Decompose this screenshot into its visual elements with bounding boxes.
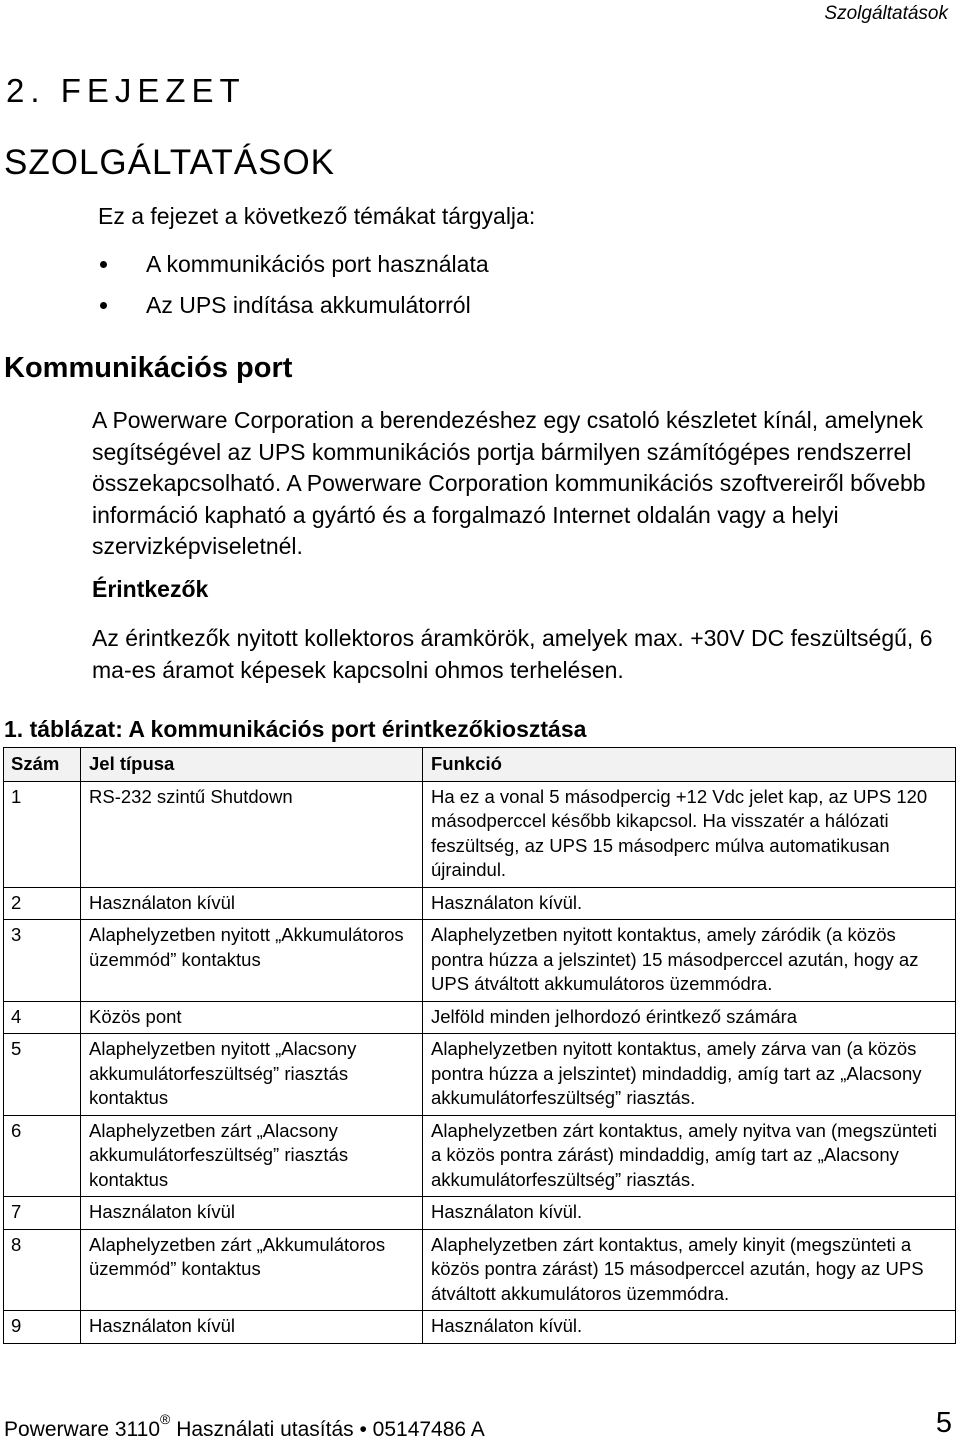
signal-type: Alaphelyzetben nyitott „Akkumulátoros üzemmód” kontaktus <box>81 920 423 1002</box>
table-row <box>4 1311 956 1344</box>
pin-number: 3 <box>4 920 81 1002</box>
signal-type: Alaphelyzetben nyitott „Alacsony akkumulátorfeszültség” riasztás kontaktus <box>81 1034 423 1116</box>
table-row <box>4 1034 956 1116</box>
pin-number: 8 <box>4 1229 81 1311</box>
page-number: 5 <box>935 1407 952 1439</box>
pin-function: Alaphelyzetben nyitott kontaktus, amely zárva van (a közös pontra húzza a jelszintet) mindaddig, amíg tart az „Alacsony akkumulátorfeszültség” riasztás. <box>423 1034 956 1116</box>
pin-function: Alaphelyzetben zárt kontaktus, amely kinyit (megszünteti a közös pontra zárást) 15 másodperccel azután, hogy az UPS átváltott akkumulátoros üzemmódra. <box>423 1229 956 1311</box>
topic-list <box>98 244 489 326</box>
column-header-function: Funkció <box>423 748 956 782</box>
signal-type: Közös pont <box>81 1001 423 1034</box>
table-row <box>4 887 956 920</box>
table-caption: 1. táblázat: A kommunikációs port érintkezőkiosztása <box>4 716 587 742</box>
topic-label: Az UPS indítása akkumulátorról <box>146 292 471 318</box>
footer-doc-title: Használati utasítás • 05147486 A <box>170 1418 485 1441</box>
pin-function: Használaton kívül. <box>423 887 956 920</box>
signal-type: Használaton kívül <box>81 1311 423 1344</box>
table-row <box>4 1001 956 1034</box>
chapter-intro: Ez a fejezet a következő témákat tárgyalja: <box>98 203 536 229</box>
subsection-heading: Érintkezők <box>92 576 209 602</box>
section-heading: Kommunikációs port <box>4 352 293 384</box>
footer-doc-info <box>4 1411 485 1442</box>
contacts-paragraph: Az érintkezők nyitott kollektoros áramkörök, amelyek max. +30V DC feszültségű, 6 ma-es áramot képesek kapcsolni ohmos terhelésen. <box>92 625 933 683</box>
pin-function: Használaton kívül. <box>423 1197 956 1230</box>
running-header: Szolgáltatások <box>824 3 948 24</box>
pin-number: 9 <box>4 1311 81 1344</box>
list-item <box>98 244 489 285</box>
pin-function: Jelföld minden jelhordozó érintkező számára <box>423 1001 956 1034</box>
table-row <box>4 920 956 1002</box>
pin-number: 5 <box>4 1034 81 1116</box>
bullet-icon <box>100 302 107 309</box>
pin-function: Alaphelyzetben zárt kontaktus, amely nyitva van (megszünteti a közös pontra zárást) mindaddig, amíg tart az „Alacsony akkumulátorfeszültség” riasztás. <box>423 1115 956 1197</box>
signal-type: Alaphelyzetben zárt „Akkumulátoros üzemmód” kontaktus <box>81 1229 423 1311</box>
pin-function: Ha ez a vonal 5 másodpercig +12 Vdc jelet kap, az UPS 120 másodperccel később kikapcsol. Ha visszatér a hálózati feszültség, az UPS 15 másodperc múlva automatikusan újraindul. <box>423 781 956 887</box>
pin-function: Használaton kívül. <box>423 1311 956 1344</box>
table-row <box>4 1115 956 1197</box>
chapter-label: 2. FEJEZET <box>6 72 246 109</box>
list-item <box>98 285 489 326</box>
chapter-title: SZOLGÁLTATÁSOK <box>4 143 336 182</box>
signal-type: RS-232 szintű Shutdown <box>81 781 423 887</box>
topic-label: A kommunikációs port használata <box>146 251 489 277</box>
pin-assignment-table <box>3 747 956 1344</box>
pin-number: 4 <box>4 1001 81 1034</box>
registered-mark: ® <box>160 1411 171 1427</box>
table-row <box>4 781 956 887</box>
table-row <box>4 1197 956 1230</box>
table-row <box>4 1229 956 1311</box>
pin-number: 6 <box>4 1115 81 1197</box>
signal-type: Használaton kívül <box>81 1197 423 1230</box>
pin-number: 2 <box>4 887 81 920</box>
column-header-num: Szám <box>4 748 81 782</box>
footer-product: Powerware 3110 <box>4 1418 161 1441</box>
column-header-type: Jel típusa <box>81 748 423 782</box>
bullet-icon <box>100 261 107 268</box>
signal-type: Használaton kívül <box>81 887 423 920</box>
signal-type: Alaphelyzetben zárt „Alacsony akkumulátorfeszültség” riasztás kontaktus <box>81 1115 423 1197</box>
pin-number: 7 <box>4 1197 81 1230</box>
pin-number: 1 <box>4 781 81 887</box>
table-header-row <box>4 748 956 782</box>
section-paragraph: A Powerware Corporation a berendezéshez egy csatoló készletet kínál, amelynek segítségével az UPS kommunikációs portja bármilyen számítógépes rendszerrel összekapcsolható. A Powerware Corporation kommunikációs szoftvereiről bővebb információ kapható a gyártó és a forgalmazó Internet oldalán vagy a helyi szervizképviseletnél. <box>92 407 926 559</box>
pin-function: Alaphelyzetben nyitott kontaktus, amely záródik (a közös pontra húzza a jelszintet) 15 másodperccel azután, hogy az UPS átváltott akkumulátoros üzemmódra. <box>423 920 956 1002</box>
